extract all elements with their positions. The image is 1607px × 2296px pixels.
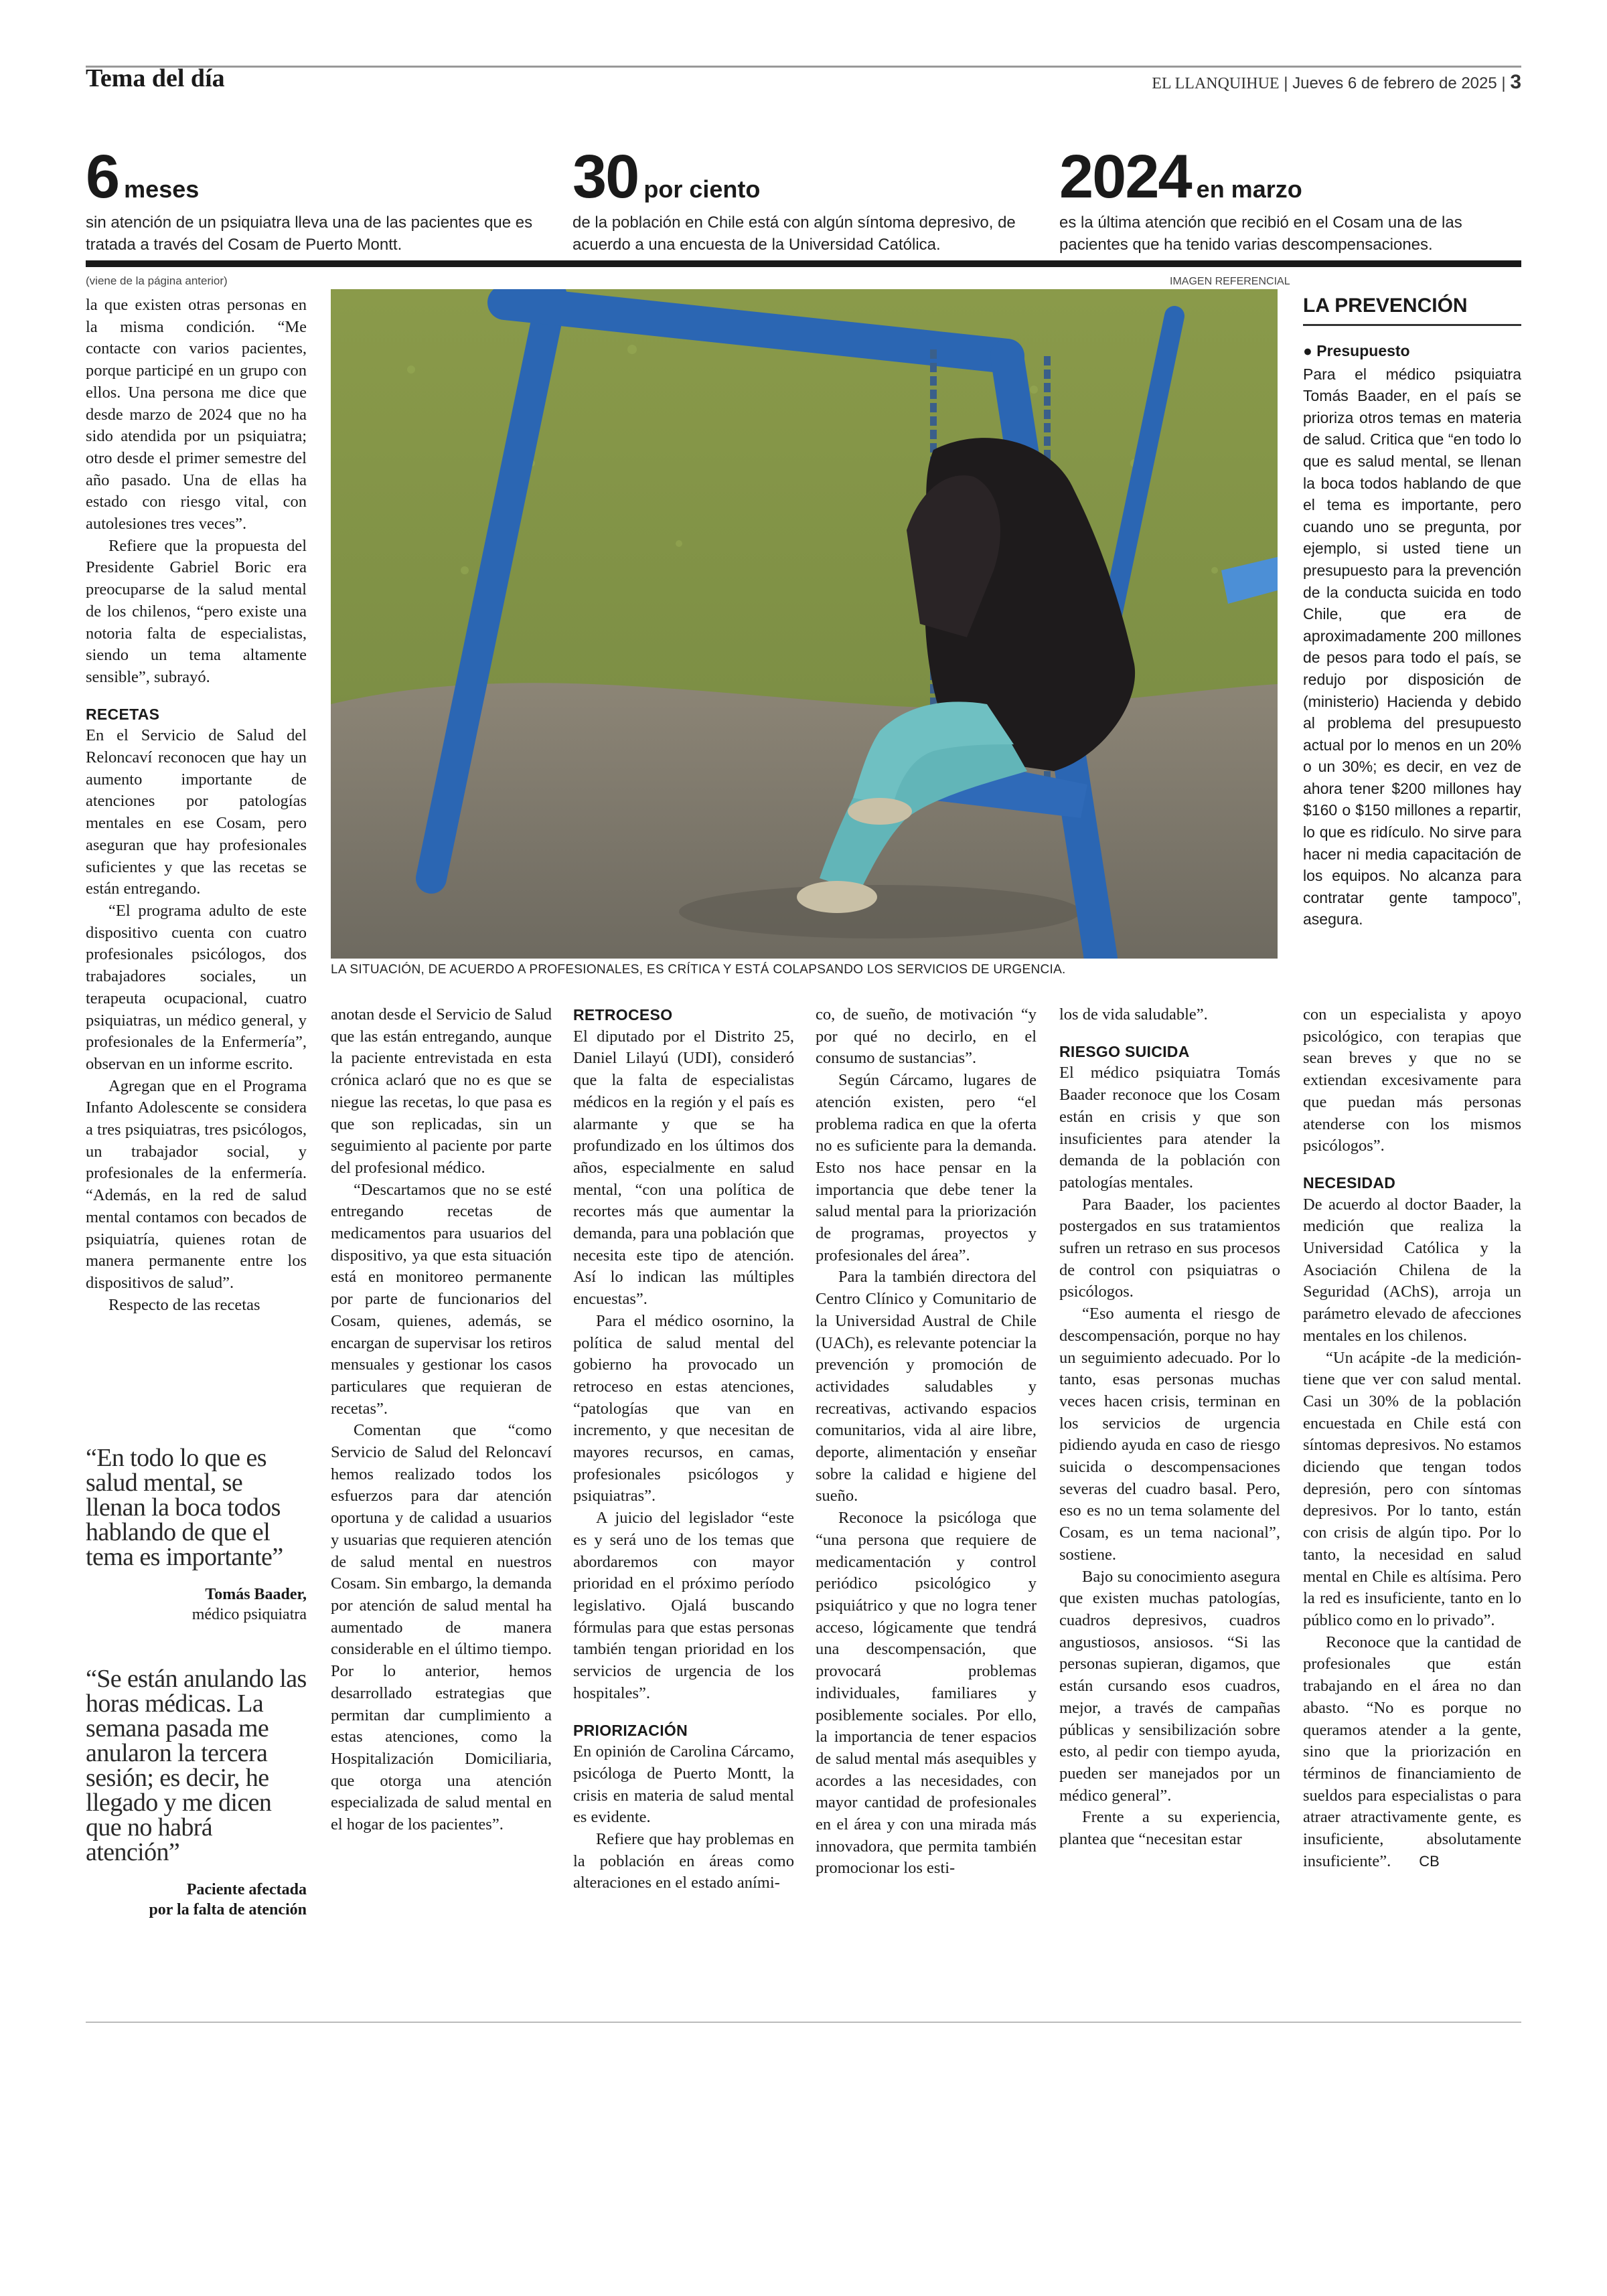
separator: | <box>1284 74 1293 92</box>
paragraph: Refiere que hay problemas en la población en áreas como alteraciones en el estado aními- <box>573 1830 794 1892</box>
footer-rule <box>86 2022 1521 2023</box>
masthead <box>1152 71 1521 94</box>
paragraph: la que existen otras personas en la misma condición. “Me contacte con varios pacientes, porque participé en un grupo con ellos. Una persona me dice que desde marzo de 2024 que no ha sido atendida por un psiquiatra; otro desde el primer semestre del año pasado. Una de ellas ha estado con riesgo vital, con autolesiones tres veces”. <box>86 296 307 534</box>
photo-credit: IMAGEN REFERENCIAL <box>1170 276 1290 287</box>
pull-quote <box>86 1667 307 1920</box>
article-photo <box>331 289 1278 959</box>
stat-unit: por ciento <box>643 175 761 203</box>
quote-text: “Se están anulando las horas médicas. La semana pasada me anularon la tercera sesión; es decir, he llegado y me dicen que no habrá atención” <box>86 1665 307 1866</box>
paragraph: “Un acápite -de la medición- tiene que ver con salud mental. Casi un 30% de la población encuestada en Chile está con síntomas depresivos. No estamos diciendo que tengan todos depresión, pero con síntomas depresivos. Por lo tanto, están con crisis de algún tipo. Por lo tanto, la necesidad en salud mental en Chile es altísima. Pero la red es insuficiente, tanto en lo público como en lo privado”. <box>1303 1348 1521 1629</box>
stats-rule <box>86 260 1521 267</box>
paragraph: con un especialista y apoyo psicológico, con terapias que sean breves y que no se extiendan excesivamente para que puedan más personas atenderse con los mismos psicólogos”. <box>1303 1005 1521 1155</box>
stat-number: 30 <box>572 143 639 211</box>
stat-unit: meses <box>124 175 200 203</box>
top-rule <box>86 66 1521 68</box>
stat-unit: en marzo <box>1196 175 1302 203</box>
section-title: Tema del día <box>86 64 225 92</box>
paragraph: Respecto de las recetas <box>108 1295 260 1314</box>
bullet-dot-icon: ● <box>1303 342 1317 359</box>
subheading-retroceso: RETROCESO <box>573 1006 673 1023</box>
stat-number: 2024 <box>1059 143 1191 211</box>
paragraph: Para la también directora del Centro Clínico y Comunitario de la Universidad Austral de Chile (UACh), es relevante potenciar la prevención y promoción de actividades saludables y recreativas, activando espacios comunitarios, vida al aire libre, deporte, alimentación y enseñar sobre la calidad e higiene del sueño. <box>816 1268 1037 1505</box>
paragraph: El médico psiquiatra Tomás Baader reconoce que los Cosam están en crisis y que son insuficientes para atender la demanda de la población con patologías mentales. <box>1059 1064 1280 1192</box>
newspaper-name: EL LLANQUIHUE <box>1152 75 1280 92</box>
quote-role: médico psiquiatra <box>192 1606 307 1623</box>
paragraph: co, de sueño, de motivación “y por qué no decirlo, en el consumo de sustancias”. <box>816 1005 1037 1068</box>
paragraph: Agregan que en el Programa Infanto Adolescente se considera a tres psiquiatras, tres psicólogos, un trabajador social, y profesionales de la enfermería. “Además, en la red de salud mental contamos con becados de psiquiatría, quienes rotan de manera permanente entre los dispositivos de salud”. <box>86 1076 307 1292</box>
paragraph: De acuerdo al doctor Baader, la medición que realiza la Universidad Católica y la Asociación Chilena de la Seguridad (AChS), arroja un parámetro elevado de afecciones mentales en los chilenos. <box>1303 1195 1521 1345</box>
paragraph: Refiere que la propuesta del Presidente Gabriel Boric era preocuparse de la salud mental de los chilenos, “pero existe una notoria falta de especialistas, siendo un tema altamente sensible”, subrayó. <box>86 536 307 686</box>
paragraph: En opinión de Carolina Cárcamo, psicóloga de Puerto Montt, la crisis en materia de salud mental es evidente. <box>573 1742 794 1827</box>
paragraph: Para Baader, los pacientes postergados en sus tratamientos sufren un retraso en sus procesos de control con psiquiatras o psicólogos. <box>1059 1195 1280 1301</box>
paragraph: los de vida saludable”. <box>1059 1005 1208 1023</box>
article-column-2 <box>331 1004 552 1836</box>
subheading-recetas: RECETAS <box>86 705 160 723</box>
photo-caption: LA SITUACIÓN, DE ACUERDO A PROFESIONALES, ES CRÍTICA Y ESTÁ COLAPSANDO LOS SERVICIOS DE URGENCIA. <box>331 963 1066 977</box>
paragraph: Frente a su experiencia, plantea que “necesitan estar <box>1059 1808 1280 1849</box>
sidebar-rule <box>1303 324 1521 326</box>
sidebar-box <box>1303 340 1521 930</box>
subheading-necesidad: NECESIDAD <box>1303 1173 1396 1192</box>
quote-attribution <box>86 1880 307 1920</box>
swing-illustration <box>331 289 1278 959</box>
article-column-6 <box>1303 1004 1521 1872</box>
paragraph: El diputado por el Distrito 25, Daniel Lilayú (UDI), consideró que la falta de especialistas médicos en la región y el país es alarmante y que se ha profundizado en los últimos dos años, especialmente en salud mental, “con una política de recortes más que aumentar la demanda, para una población que necesita este tipo de atención. Así lo indican las múltiples encuestas”. <box>573 1027 794 1309</box>
end-mark: CB <box>1419 1852 1440 1870</box>
bullet-label: Presupuesto <box>1316 342 1410 359</box>
stat-description: sin atención de un psiquiatra lleva una de las pacientes que es tratada a través del Cosam de Puerto Montt. <box>86 214 533 254</box>
stat-description: de la población en Chile está con algún síntoma depresivo, de acuerdo a una encuesta de la Universidad Católica. <box>572 214 1016 254</box>
paragraph: Bajo su conocimiento asegura que existen muchas patologías, cuadros depresivos, cuadros angustiosos, ansiosos. “Si las personas supieran, digamos, que están cursando esos cuadros, mejor, a través de campañas públicas y sensibilización sobre esto, al pedir con tiempo ayuda, pueden ser manejados por un médico general”. <box>1059 1567 1280 1805</box>
paragraph: En el Servicio de Salud del Reloncaví reconocen que hay un aumento importante de atenciones por patologías mentales en ese Cosam, pero aseguran que hay profesionales suficientes y que las recetas se están entregando. <box>86 726 307 898</box>
article-column-1 <box>86 295 307 1316</box>
paragraph: anotan desde el Servicio de Salud que las están entregando, aunque la paciente entrevistada en esta crónica aclaró que no es que se niegue las recetas, lo que pasa es que son replicadas, sin un seguimiento al paciente por parte del profesional médico. <box>331 1005 552 1177</box>
paragraph: Según Cárcamo, lugares de atención existen, pero “el problema radica en que la oferta no es suficiente para la demanda. Esto nos hace pensar en la importancia que debe tener la salud mental para la priorización de programas, proyectos y profesionales del área”. <box>816 1071 1037 1264</box>
paragraph: “Eso aumenta el riesgo de descompensación, porque no hay un seguimiento adecuado. Por lo tanto, esas personas muchas veces hacen crisis, terminan en los servicios de urgencia pidiendo ayuda en caso de riesgo suicida o descompensaciones severas del cuadro basal. Pero, eso es no un tema solamente del Cosam, es un tema nacional”, sostiene. <box>1059 1305 1280 1564</box>
quote-attribution <box>86 1584 307 1625</box>
subheading-priorizacion: PRIORIZACIÓN <box>573 1721 688 1739</box>
article-column-5 <box>1059 1004 1280 1851</box>
article-column-3 <box>573 1004 794 1894</box>
stat-block <box>572 143 1035 256</box>
paragraph: Comentan que “como Servicio de Salud del Reloncaví hemos realizado todos los esfuerzos para dar atención oportuna y de calidad a usuarios y usuarias que requieren atención de salud mental en nuestros Cosam. Sin embargo, la demanda por atención de salud mental ha aumentado de manera considerable en el último tiempo. Por lo anterior, hemos desarrollado estrategias que permitan dar cumplimiento a estas atenciones, como la Hospitalización Domiciliaria, que otorga una atención especializada de salud mental en el hogar de los pacientes”. <box>331 1421 552 1834</box>
paragraph: Para el médico osornino, la política de salud mental del gobierno ha provocado un retroceso en estas atenciones, “patologías que van en incremento, y que necesitan de mayores recursos, en camas, profesionales psicólogos y psiquiatras”. <box>573 1311 794 1505</box>
paragraph: A juicio del legislador “este es y será uno de los temas que abordaremos con mayor prioridad en el próximo período legislativo. Ojalá buscando fórmulas para que estas personas también tengan prioridad en los servicios de urgencia de los hospitales”. <box>573 1509 794 1702</box>
quote-name: Tomás Baader, <box>205 1586 307 1603</box>
subheading-riesgo-suicida: RIESGO SUICIDA <box>1059 1042 1190 1060</box>
sidebar-title: LA PREVENCIÓN <box>1303 295 1468 317</box>
paragraph-text: Reconoce que la cantidad de profesionales que están trabajando en el área no dan abasto. “No es porque no queramos atender a la gente, sino que la priorización en términos de financiamiento de sueldos para especialistas o para atraer atractivamente gente, es insuficiente, absolutamente insuficiente”. <box>1303 1633 1521 1870</box>
date: Jueves 6 de febrero de 2025 <box>1292 74 1497 92</box>
paragraph: “El programa adulto de este dispositivo cuenta con cuatro profesionales psicólogos, dos trabajadores sociales, un terapeuta ocupacional, cuatro psiquiatras, un médico general, y profesionales de la Enfermería”, observan en un informe escrito. <box>86 901 307 1073</box>
sidebar-bullet <box>1303 340 1521 362</box>
paragraph: Reconoce la psicóloga que “una persona que requiere de medicamentación y control periódico psicológico y psiquiátrico y que no logra tener acceso, lógicamente que tendrá una descompensación, que provocará problemas individuales, familiares y posiblemente sociales. Por ello, la importancia de tener espacios de salud mental más asequibles y acordes a las necesidades, con mayor cantidad de profesionales en el área y con una mirada más innovadora, que permita también promocionar los esti- <box>816 1509 1037 1878</box>
stat-description: es la última atención que recibió en el Cosam una de las pacientes que ha tenido varias descompensaciones. <box>1059 214 1462 254</box>
paragraph: “Descartamos que no se esté entregando recetas de medicamentos para usuarios del dispositivo, ya que esta situación está en monitoreo permanente por parte de funcionarios del Cosam, quienes, además, se encargan de supervisar los retiros mensuales y gestionar los casos particulares que requieran de recetas”. <box>331 1180 552 1418</box>
quote-text: “En todo lo que es salud mental, se llenan la boca todos hablando de que el tema es importante” <box>86 1444 283 1571</box>
article-column-4 <box>816 1004 1037 1880</box>
stat-block <box>1059 143 1521 256</box>
separator: | <box>1501 74 1511 92</box>
pull-quote <box>86 1446 307 1625</box>
stat-number: 6 <box>86 143 119 211</box>
sidebar-text: Para el médico psiquiatra Tomás Baader, en el país se prioriza otros temas en materia de salud. Critica que “en todo lo que es salud mental, se llenan la boca todos hablando de que el tema es importante, pero cuando uno se pregunta, por ejemplo, si usted tiene un presupuesto para la prevención de la conducta suicida en todo Chile, que era de aproximadamente 200 millones de pesos para todo el país, se redujo por disposición de (ministerio) Hacienda y debido al problema del presupuesto actual por lo menos en un 20% o un 30%; es decir, en vez de ahora tener $200 millones hay $160 o $150 millones a repartir, lo que es ridículo. No sirve para hacer ni media capacitación de los equipos. No alcanza para contratar gente tampoco”, asegura. <box>1303 365 1521 928</box>
quote-name: Paciente afectada <box>186 1881 307 1898</box>
quote-role: por la falta de atención <box>149 1901 307 1918</box>
paragraph <box>1303 1632 1521 1873</box>
page-number: 3 <box>1510 71 1521 93</box>
stat-block <box>86 143 548 256</box>
continued-note: (viene de la página anterior) <box>86 274 228 287</box>
